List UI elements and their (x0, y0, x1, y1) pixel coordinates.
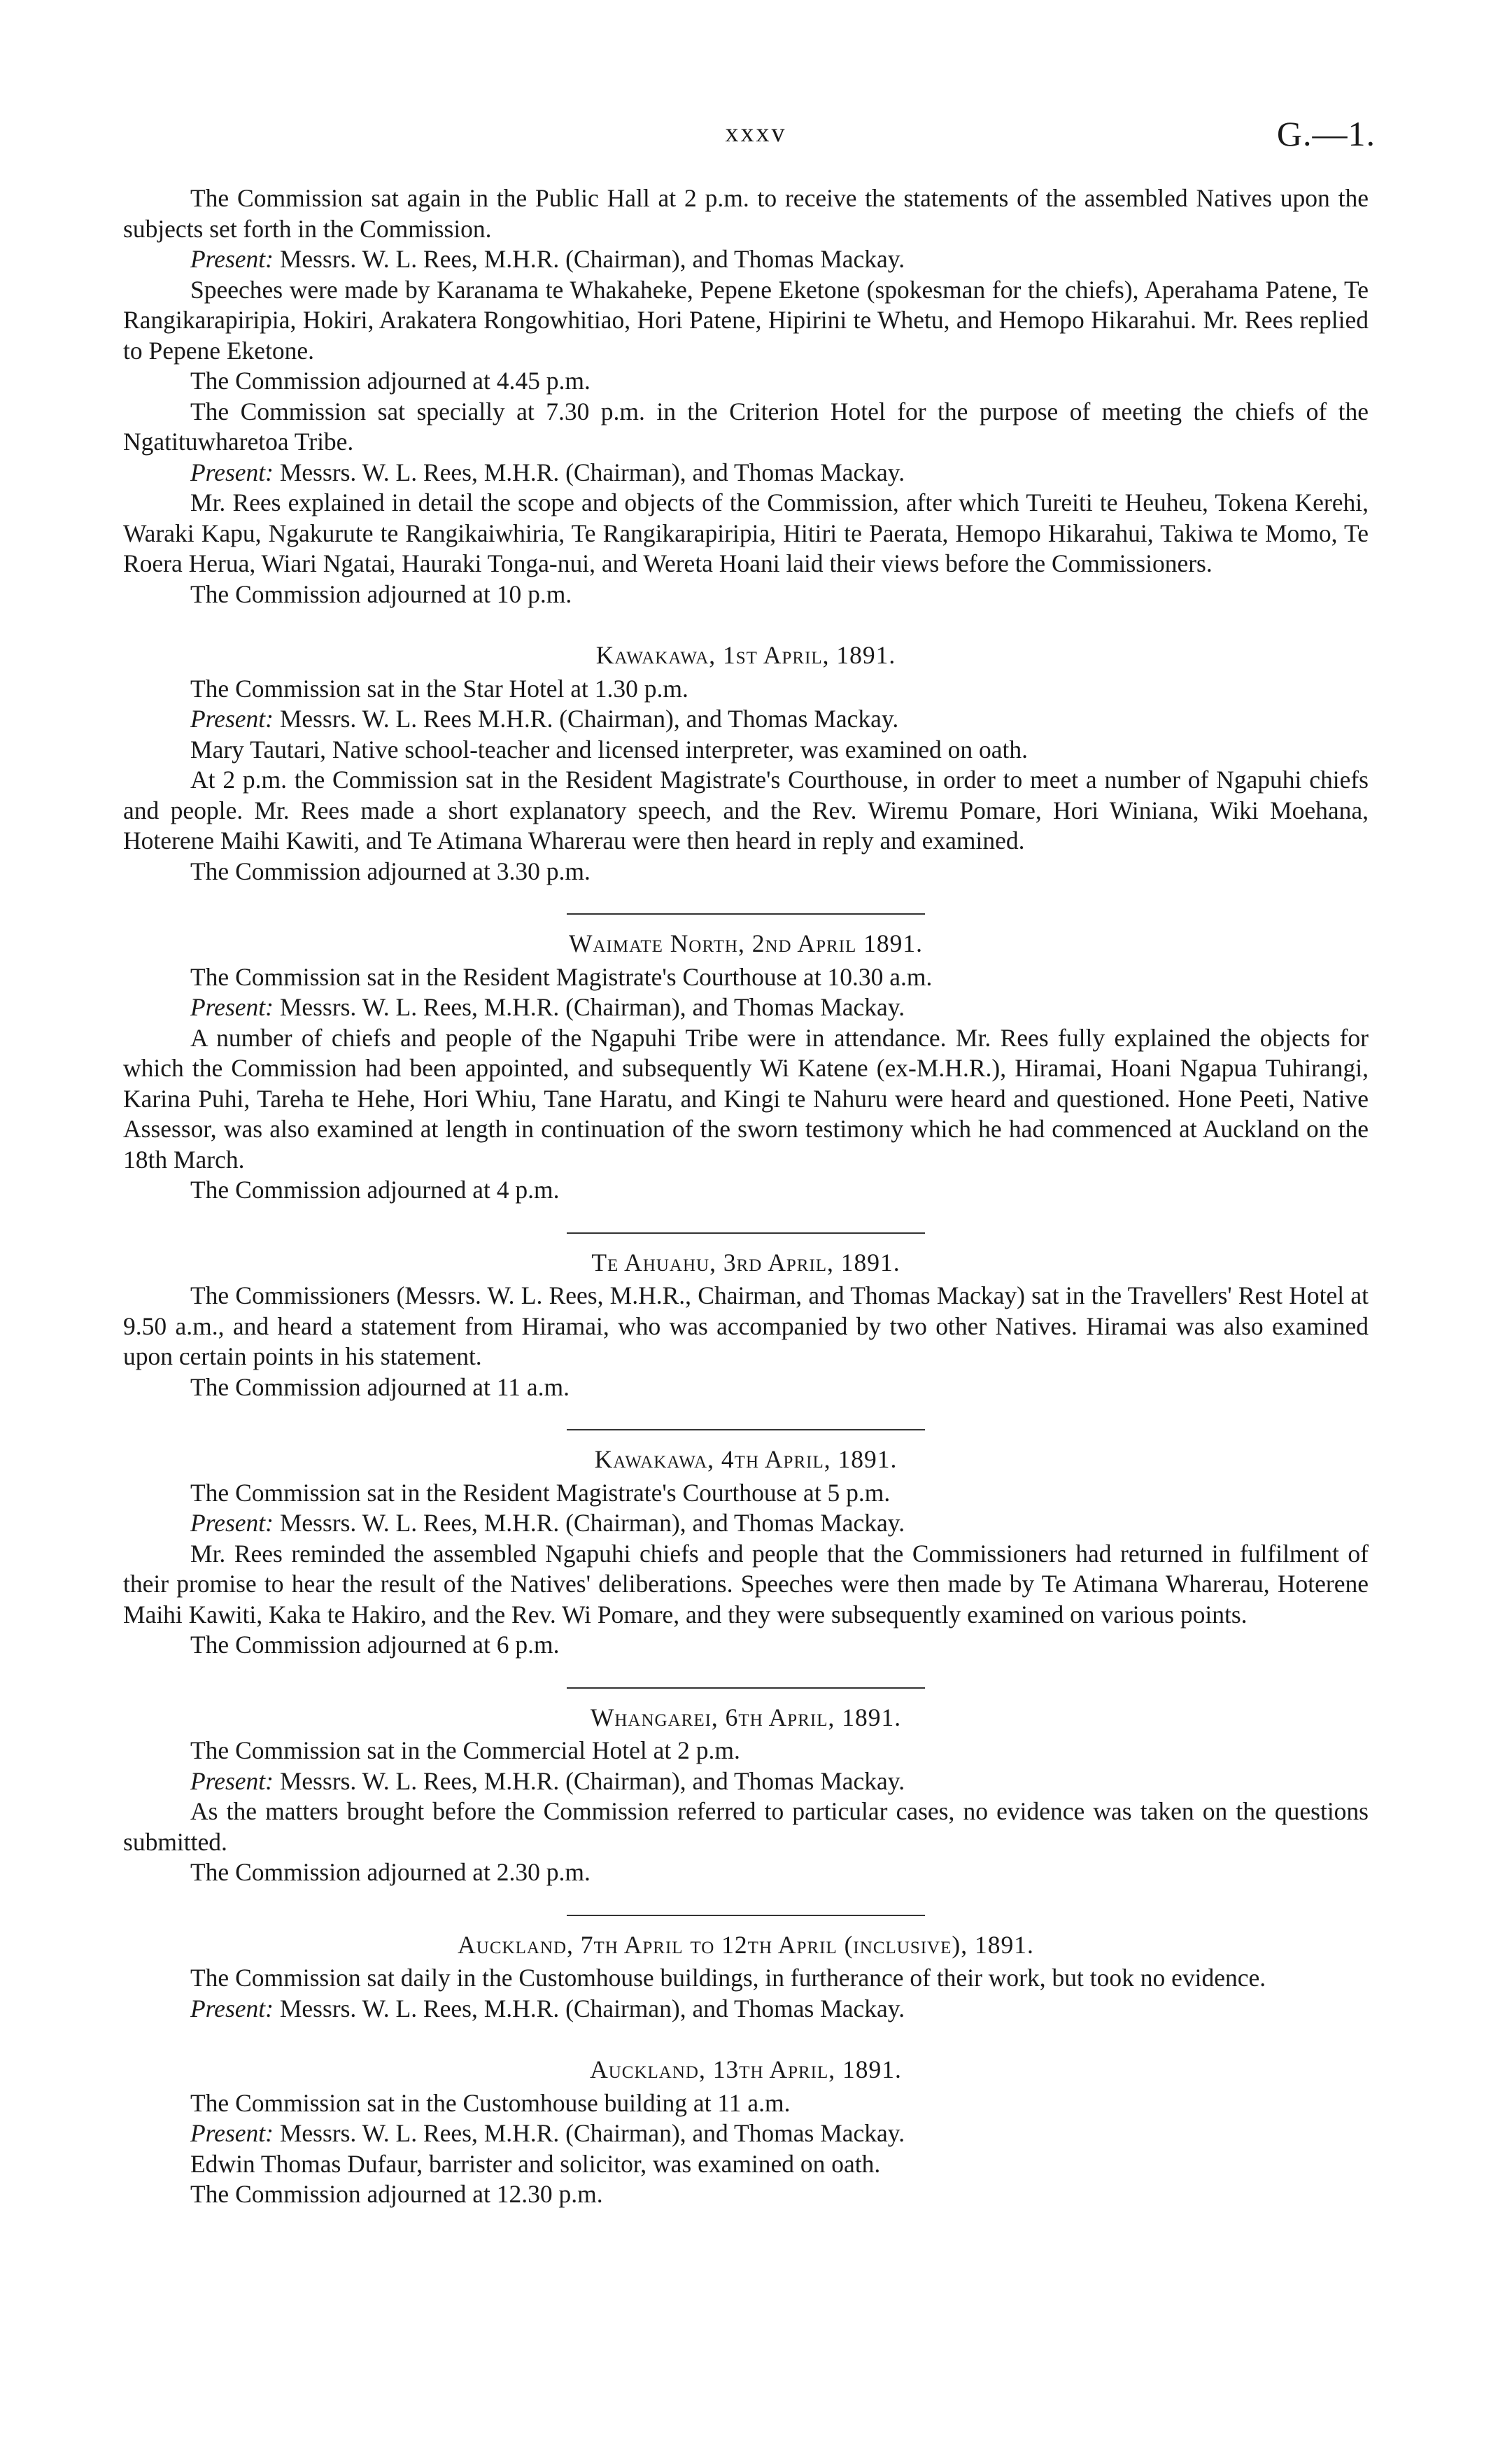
section-gap (123, 2024, 1369, 2041)
intro-paragraph: Mr. Rees explained in detail the scope and objects of the Commission, after which Tureiti te Heuheu, Tokena Kerehi, Waraki Kapu, Ngakurute te Rangikaiwhiria, Te Rangikarapiripia, Hitiri te Paerata, Hemopo Hikarahui, Takiwa te Momo, Te Roera Herua, Wiari Ngatai, Hauraki Tonga-nui, and Wereta Hoani laid their views before the Commissioners. (123, 488, 1369, 577)
present-text: Messrs. W. L. Rees, M.H.R. (Chairman), and Thomas Mackay. (279, 245, 905, 273)
section-paragraph: The Commission sat in the Resident Magistrate's Courthouse at 5 p.m. (190, 1478, 891, 1507)
adjourned-line: The Commission adjourned at 2.30 p.m. (190, 1858, 591, 1886)
section-paragraph: The Commission sat in the Customhouse building at 11 a.m. (190, 2088, 791, 2117)
section-divider (567, 913, 925, 915)
section-divider (567, 1429, 925, 1430)
present-label: Present: (190, 458, 274, 486)
section-paragraph: Mr. Rees reminded the assembled Ngapuhi chiefs and people that the Commissioners had returned in fulfilment of their promise to hear the result of the Natives' deliberations. Speeches were then made by Te Atimana Wharerau, Hoterene Maihi Kawiti, Kaka te Hakiro, and the Rev. Wi Pomare, and they were subsequently examined on various points. (123, 1539, 1369, 1629)
section-divider (567, 1232, 925, 1234)
section-paragraph: The Commission sat in the Resident Magistrate's Courthouse at 10.30 a.m. (190, 962, 933, 991)
section-divider (567, 1915, 925, 1916)
present-label: Present: (190, 2119, 274, 2147)
present-line (123, 992, 1369, 1023)
present-label: Present: (190, 1509, 274, 1537)
present-line (123, 2118, 1369, 2149)
page-body (123, 183, 1369, 2210)
present-text: Messrs. W. L. Rees, M.H.R. (Chairman), and Thomas Mackay. (279, 993, 905, 1021)
adjourned-line: The Commission adjourned at 10 p.m. (190, 579, 572, 608)
present-line (123, 1508, 1369, 1539)
present-text: Messrs. W. L. Rees, M.H.R. (Chairman), and Thomas Mackay. (279, 1994, 905, 2023)
document-reference: G.—1. (1276, 114, 1376, 153)
section-paragraph: Edwin Thomas Dufaur, barrister and solicitor, was examined on oath. (190, 2149, 881, 2178)
page-number: xxxv (725, 118, 787, 148)
section-paragraph: The Commission sat in the Star Hotel at 1.30 p.m. (190, 674, 688, 703)
adjourned-line: The Commission adjourned at 4.45 p.m. (190, 367, 591, 395)
section-heading: Te Ahuahu, 3rd April, 1891. (591, 1248, 900, 1276)
present-line (123, 244, 1369, 275)
section-paragraph: The Commissioners (Messrs. W. L. Rees, M.H.R., Chairman, and Thomas Mackay) sat in the Travellers' Rest Hotel at 9.50 a.m., and heard a statement from Hiramai, who was accompanied by two other Natives. Hiramai was also examined upon certain points in his statement. (123, 1281, 1369, 1370)
section-gap (123, 610, 1369, 626)
present-label: Present: (190, 1766, 274, 1795)
section-heading: Waimate North, 2nd April 1891. (568, 929, 924, 957)
present-label: Present: (190, 1994, 274, 2023)
section-heading: Whangarei, 6th April, 1891. (590, 1703, 902, 1731)
present-label: Present: (190, 705, 274, 733)
section-paragraph: Mary Tautari, Native school-teacher and licensed interpreter, was examined on oath. (190, 735, 1029, 764)
adjourned-line: The Commission adjourned at 3.30 p.m. (190, 857, 591, 885)
present-line (123, 1766, 1369, 1797)
present-text: Messrs. W. L. Rees, M.H.R. (Chairman), and Thomas Mackay. (279, 1509, 905, 1537)
present-text: Messrs. W. L. Rees, M.H.R. (Chairman), and Thomas Mackay. (279, 1766, 905, 1795)
section-heading: Auckland, 7th April to 12th April (inclusive), 1891. (458, 1930, 1034, 1959)
intro-paragraph: Speeches were made by Karanama te Whakaheke, Pepene Eketone (spokesman for the chiefs), Aperahama Patene, Te Rangikarapiripia, Hokiri, Arakatera Rongowhitiao, Hori Patene, Hipirini te Whetu, and Hemopo Hikarahui. Mr. Rees replied to Pepene Eketone. (123, 275, 1369, 365)
present-line (123, 458, 1369, 488)
intro-paragraph: The Commission sat specially at 7.30 p.m. in the Criterion Hotel for the purpose of meeting the chiefs of the Ngatituwharetoa Tribe. (123, 397, 1369, 456)
section-heading: Kawakawa, 4th April, 1891. (594, 1445, 898, 1473)
intro-paragraph: The Commission sat again in the Public Hall at 2 p.m. to receive the statements of the assembled Natives upon the subjects set forth in the Commission. (123, 184, 1369, 243)
present-line (123, 1994, 1369, 2025)
present-text: Messrs. W. L. Rees, M.H.R. (Chairman), and Thomas Mackay. (279, 458, 905, 486)
present-label: Present: (190, 245, 274, 273)
section-paragraph: At 2 p.m. the Commission sat in the Resident Magistrate's Courthouse, in order to meet a number of Ngapuhi chiefs and people. Mr. Rees made a short explanatory speech, and the Rev. Wiremu Pomare, Hori Winiana, Wiki Moehana, Hoterene Maihi Kawiti, and Te Atimana Wharerau were then heard in reply and examined. (123, 766, 1369, 854)
section-paragraph: The Commission sat daily in the Customhouse buildings, in furtherance of their work, but took no evidence. (190, 1964, 1266, 1992)
section-heading: Kawakawa, 1st April, 1891. (595, 641, 896, 669)
section-divider (567, 1687, 925, 1689)
present-label: Present: (190, 993, 274, 1021)
page-header (0, 114, 1512, 160)
adjourned-line: The Commission adjourned at 6 p.m. (190, 1631, 560, 1659)
adjourned-line: The Commission adjourned at 4 p.m. (190, 1176, 560, 1204)
present-line (123, 704, 1369, 735)
section-heading: Auckland, 13th April, 1891. (590, 2055, 902, 2083)
adjourned-line: The Commission adjourned at 12.30 p.m. (190, 2180, 603, 2208)
present-text: Messrs. W. L. Rees, M.H.R. (Chairman), and Thomas Mackay. (279, 2119, 905, 2147)
section-paragraph: As the matters brought before the Commission referred to particular cases, no evidence was taken on the questions submitted. (123, 1797, 1369, 1856)
section-paragraph: A number of chiefs and people of the Ngapuhi Tribe were in attendance. Mr. Rees fully explained the objects for which the Commission had been appointed, and subsequently Wi Katene (ex-M.H.R.), Hiramai, Hoani Ngapua Tuhirangi, Karina Puhi, Tareha te Hehe, Hori Whiu, Tane Haratu, and Kingi te Nahuru were heard and questioned. Hone Peeti, Native Assessor, was also examined at length in continuation of the sworn testimony which he had commenced at Auckland on the 18th March. (123, 1023, 1369, 1174)
adjourned-line: The Commission adjourned at 11 a.m. (190, 1372, 570, 1401)
section-paragraph: The Commission sat in the Commercial Hotel at 2 p.m. (190, 1736, 740, 1764)
present-text: Messrs. W. L. Rees M.H.R. (Chairman), and Thomas Mackay. (279, 705, 899, 733)
